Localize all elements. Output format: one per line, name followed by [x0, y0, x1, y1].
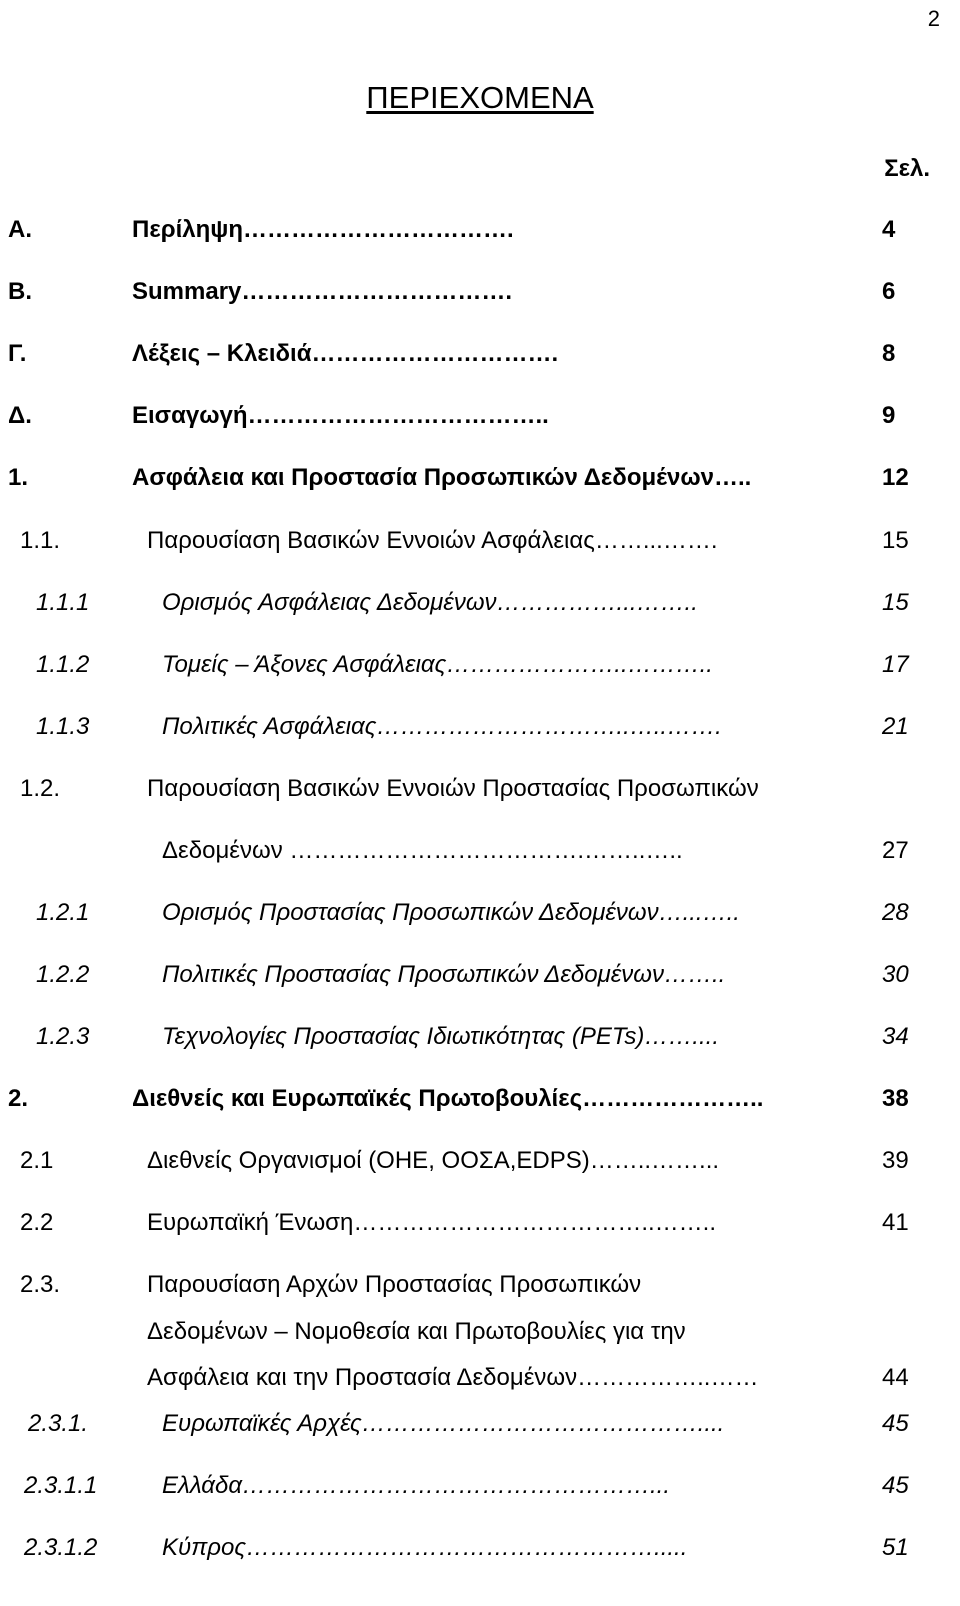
page-column-header: Σελ. — [884, 155, 930, 182]
toc-entry-text: Ελλάδα……………………………………………... — [162, 1472, 671, 1499]
toc-entry-page: 28 — [882, 899, 909, 926]
toc-entry-page: 21 — [882, 713, 909, 740]
toc-entry-text: Πολιτικές Προστασίας Προσωπικών Δεδομένων…….. — [162, 961, 726, 988]
toc-entry-text: Διεθνείς Οργανισμοί (ΟΗΕ, ΟΟΣΑ,EDPS)……..……... — [147, 1147, 720, 1174]
toc-entry-number: 2.2 — [20, 1209, 54, 1236]
toc-entry-text: Λέξεις – Κλειδιά…………………………. — [132, 340, 559, 367]
toc-entry-number: 2.3.1. — [28, 1410, 89, 1437]
toc-entry-page: 51 — [882, 1534, 909, 1561]
toc-entry-page: 6 — [882, 278, 896, 305]
toc-entry-number: Γ. — [8, 340, 27, 367]
page-title: ΠΕΡΙΕΧΟΜΕΝΑ — [366, 80, 594, 115]
toc-entry-text: Ορισμός Ασφάλειας Δεδομένων……………...…….. — [162, 589, 698, 616]
toc-entry-page: 45 — [882, 1472, 909, 1499]
page-number: 2 — [927, 6, 940, 31]
toc-entry-page: 27 — [882, 837, 909, 864]
toc-entry-number: 2.3.1.2 — [24, 1534, 98, 1561]
toc-entry-page: 15 — [882, 527, 909, 554]
toc-entry-text: Περίληψη……………………………. — [132, 216, 514, 243]
toc-entry-text: Summary……………………………. — [132, 278, 513, 305]
toc-entry-number: 1.1.3 — [36, 713, 90, 740]
toc-entry-text: Πολιτικές Ασφάλειας…………………………..…..……. — [162, 713, 722, 740]
toc-entry-text: Τομείς – Άξονες Ασφάλειας…………………..……….. — [162, 651, 713, 678]
toc-entry-number: 1.1.1 — [36, 589, 90, 616]
toc-entry-page: 8 — [882, 340, 896, 367]
toc-entry-page: 34 — [882, 1023, 909, 1050]
toc-entry-text: Παρουσίαση Βασικών Εννοιών Ασφάλειας……...……. — [147, 527, 718, 554]
toc-entry-number: 1.2.3 — [36, 1023, 90, 1050]
toc-entry-page: 39 — [882, 1147, 909, 1174]
toc-entry-number: 1.2. — [20, 775, 61, 802]
toc-entry-page: 45 — [882, 1410, 909, 1437]
toc-entry-number: 1.2.1 — [36, 899, 90, 926]
toc-entry-number: Α. — [8, 216, 32, 243]
toc-entry-number: 1.2.2 — [36, 961, 90, 988]
toc-entry-page: 9 — [882, 402, 896, 429]
toc-entry-page: 15 — [882, 589, 909, 616]
toc-entry-page: 4 — [882, 216, 896, 243]
toc-entry-text: Παρουσίαση Αρχών Προστασίας Προσωπικών — [147, 1271, 642, 1298]
toc-entry-page: 41 — [882, 1209, 909, 1236]
toc-entry-text: Εισαγωγή……………………………….. — [132, 402, 549, 429]
toc-entry-text: Ασφάλεια και την Προστασία Δεδομένων……………..…… — [147, 1364, 759, 1391]
toc-entry-number: Δ. — [8, 402, 32, 429]
toc-entry-number: 1. — [8, 464, 29, 491]
toc-entry-number: 2.3. — [20, 1271, 61, 1298]
toc-entry-text: Παρουσίαση Βασικών Εννοιών Προστασίας Προσωπικών — [147, 775, 759, 802]
toc-entry-text: Διεθνείς και Ευρωπαϊκές Πρωτοβουλίες………………….. — [132, 1085, 764, 1112]
toc-entry-text: Ευρωπαϊκή Ένωση………………………………..…….. — [147, 1209, 717, 1236]
toc-entry-number: 1.1.2 — [36, 651, 90, 678]
toc-entry-text: Τεχνολογίες Προστασίας Ιδιωτικότητας (PETs)…….... — [162, 1023, 719, 1050]
toc-entry-page: 17 — [882, 651, 909, 678]
toc-entry-page: 30 — [882, 961, 909, 988]
toc-entry-number: Β. — [8, 278, 32, 305]
toc-entry-text: Κύπρος……………………………………………..... — [162, 1534, 688, 1561]
toc-entry-text: Ευρωπαϊκές Αρχές…………………………………….... — [162, 1410, 725, 1437]
toc-entry-number: 2.3.1.1 — [24, 1472, 98, 1499]
toc-entry-text: Ορισμός Προστασίας Προσωπικών Δεδομένων…...….. — [162, 899, 740, 926]
toc-entry-text: Δεδομένων – Νομοθεσία και Πρωτοβουλίες για την — [147, 1318, 686, 1345]
toc-entry-text: Δεδομένων ……………………………….……..….. — [162, 837, 683, 864]
toc-entry-page: 38 — [882, 1085, 909, 1112]
toc-entry-number: 2.1 — [20, 1147, 54, 1174]
toc-entry-number: 1.1. — [20, 527, 61, 554]
toc-entry-number: 2. — [8, 1085, 29, 1112]
toc-entry-text: Ασφάλεια και Προστασία Προσωπικών Δεδομένων….. — [132, 464, 752, 491]
toc-entry-page: 12 — [882, 464, 909, 491]
toc-entry-page: 44 — [882, 1364, 909, 1391]
